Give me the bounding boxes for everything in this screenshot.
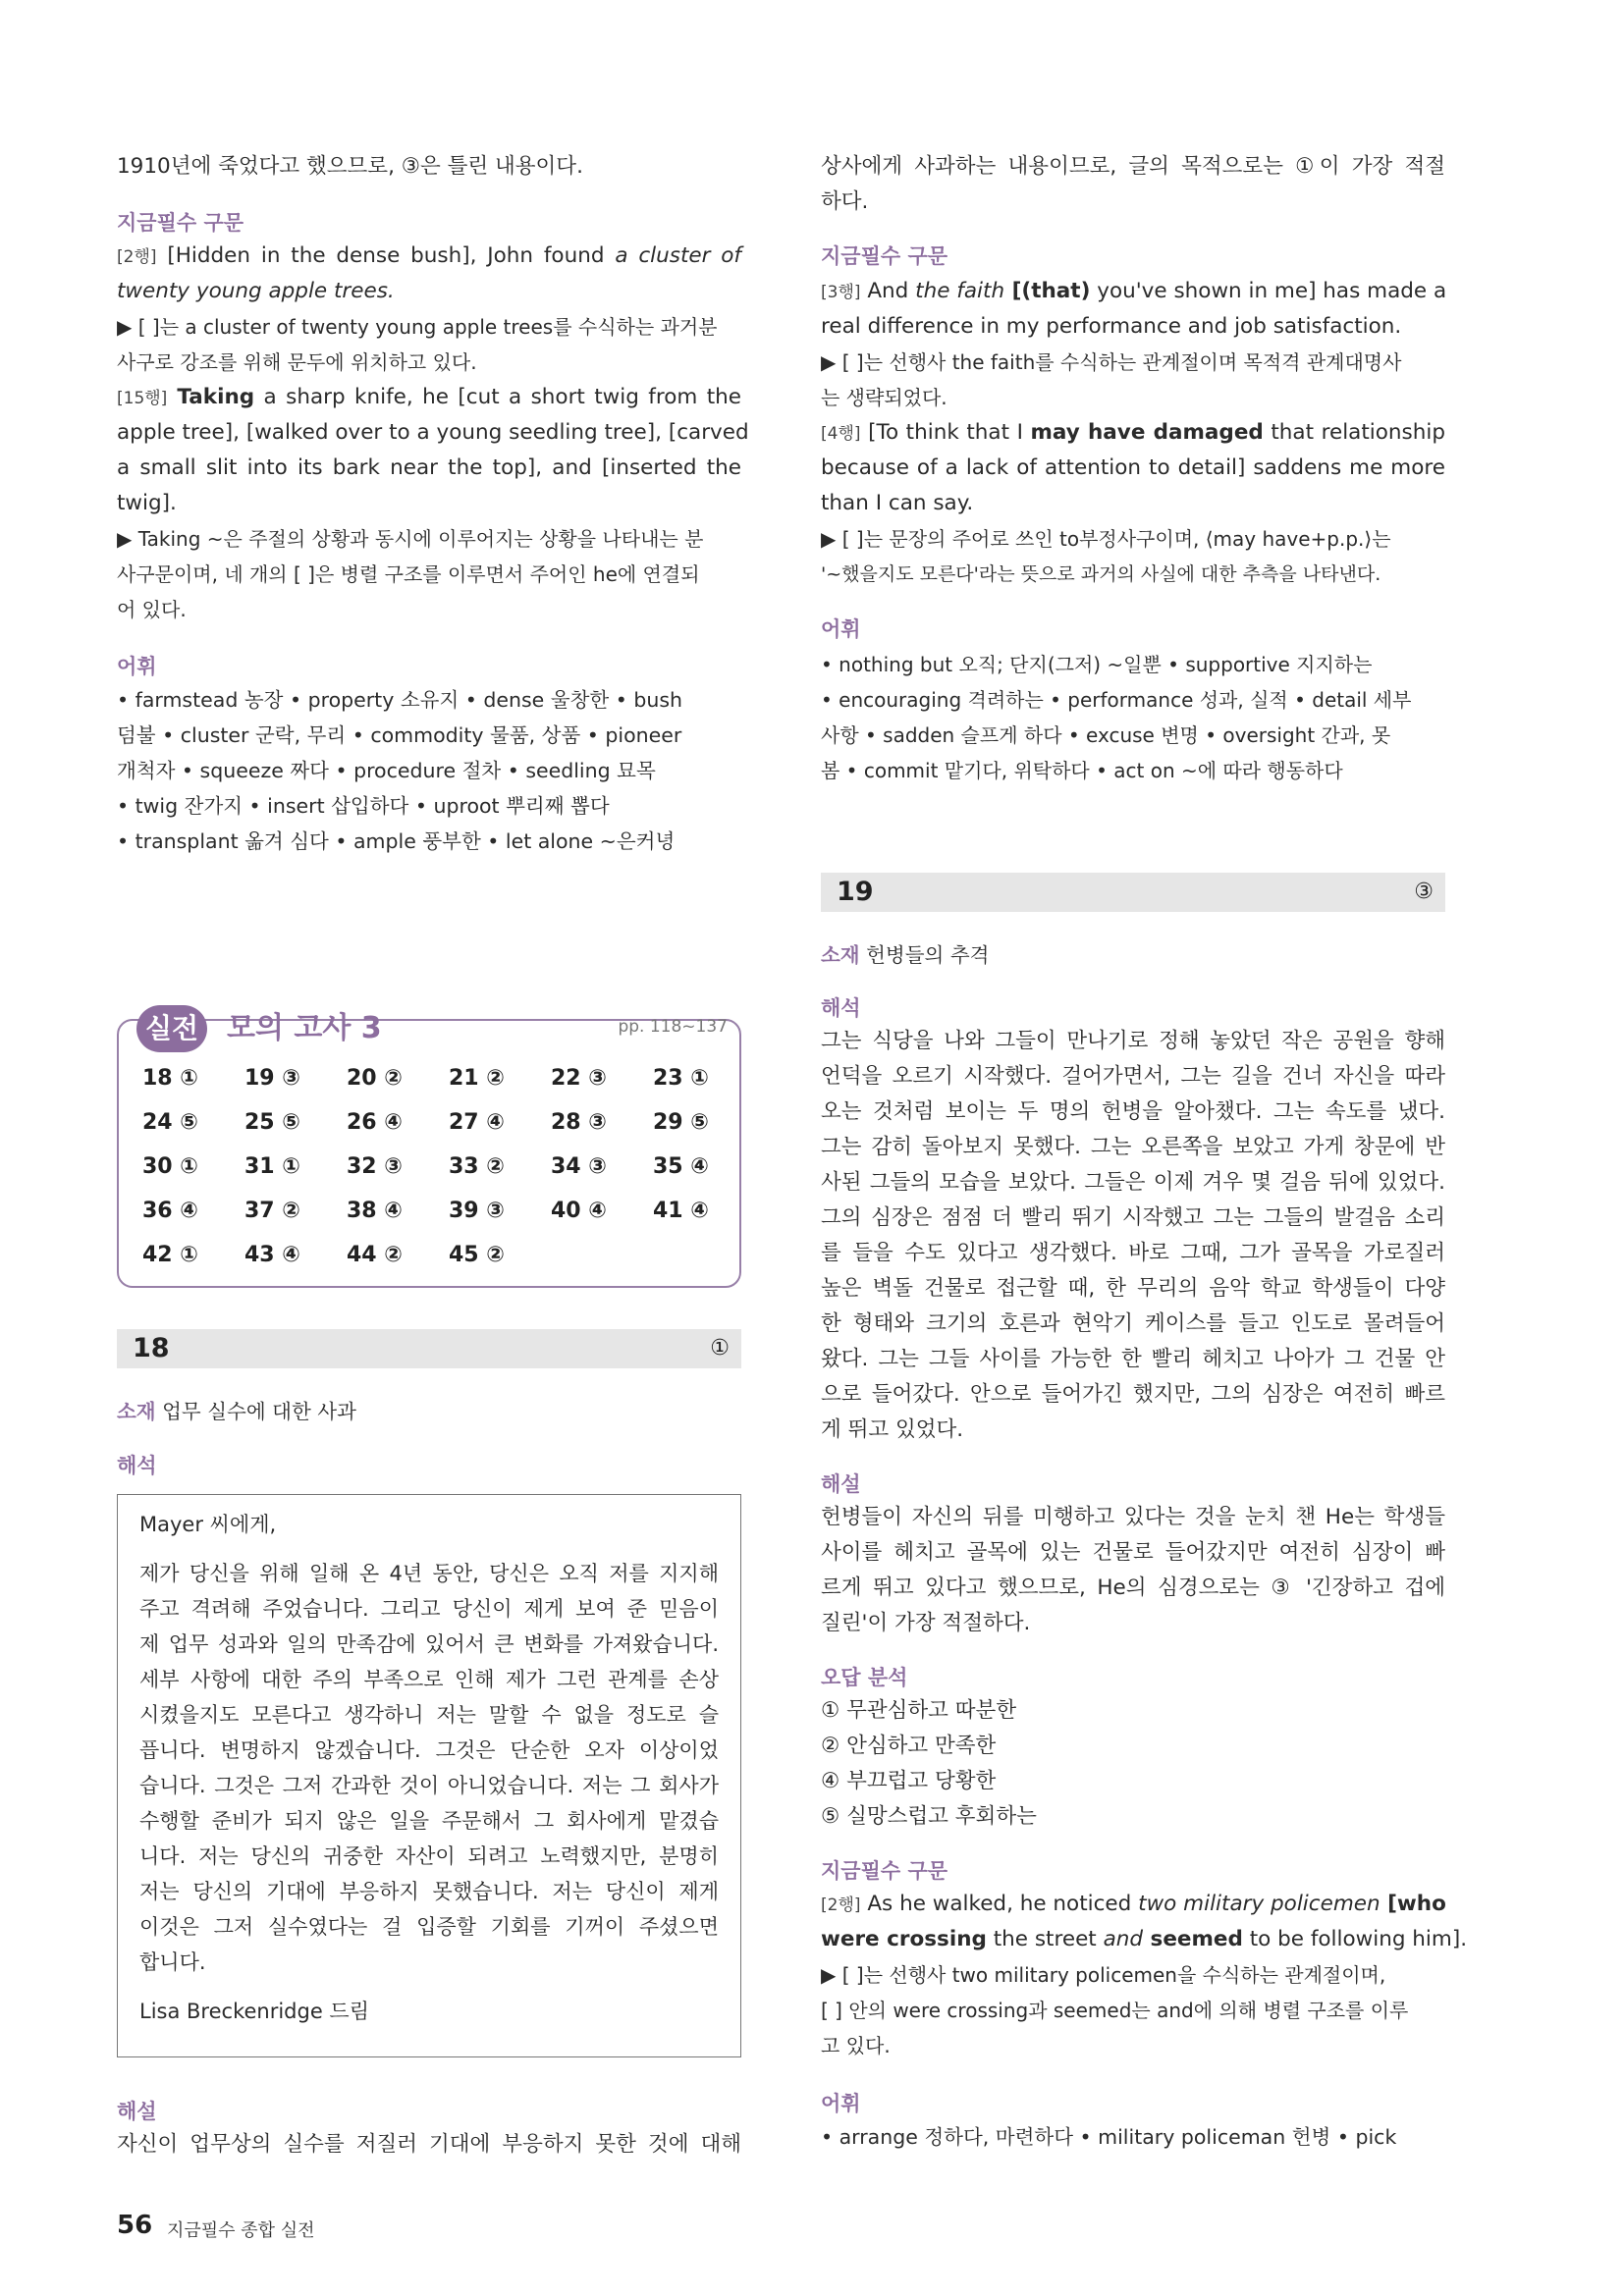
page-range: pp. 118~137: [618, 1017, 728, 1037]
answer-cell: 29 ⑤: [653, 1110, 709, 1135]
letter-line: 주고 격려해 주었습니다. 그리고 당신이 제게 보여 준 믿음이: [139, 1597, 719, 1621]
wrong-answer-item: ④ 부끄럽고 당황한: [821, 1769, 997, 1793]
answer-cell: 23 ①: [653, 1066, 709, 1091]
grammar-note: ▶ Taking ~은 주절의 상황과 동시에 이루어지는 상황을 나타내는 분: [117, 527, 704, 551]
answer-cell: 38 ④: [347, 1199, 403, 1223]
badge-practice: 실전: [136, 1005, 207, 1052]
question-18-bar: [117, 1329, 741, 1368]
vocab-heading: 어휘: [117, 655, 157, 678]
vocab-line: • transplant 옮겨 심다 • ample 풍부한 • let alone ~은커녕: [117, 829, 676, 853]
explanation-line: 상사에게 사과하는 내용이므로, 글의 목적으로는 ①이 가장 적절: [821, 154, 1445, 179]
topic-line: 소재 업무 실수에 대한 사과: [117, 1400, 356, 1423]
intro-line: 1910년에 죽었다고 했으므로, ③은 틀린 내용이다.: [117, 154, 583, 179]
letter-line: 제 업무 성과와 일의 만족감에 있어서 큰 변화를 가져왔습니다.: [139, 1632, 719, 1656]
answer-cell: 33 ②: [449, 1154, 505, 1179]
grammar-line: [4행] [To think that I may have damaged that relationship: [821, 420, 1445, 445]
answer-cell: 20 ②: [347, 1066, 403, 1091]
letter-line: 합니다.: [139, 1950, 206, 1974]
explanation-line: 자신이 업무상의 실수를 저질러 기대에 부응하지 못한 것에 대해: [117, 2132, 741, 2157]
answer-cell: 25 ⑤: [244, 1110, 300, 1135]
answer-cell: 21 ②: [449, 1066, 505, 1091]
letter-line: 니다. 저는 당신의 귀중한 자산이 되려고 노력했지만, 분명히: [139, 1844, 719, 1868]
vocab-line: 봄 • commit 맡기다, 위탁하다 • act on ~에 따라 행동하다: [821, 759, 1343, 782]
letter-line: 제가 당신을 위해 일해 온 4년 동안, 당신은 오직 저를 지지해: [139, 1562, 719, 1585]
letter-line: 세부 사항에 대한 주의 부족으로 인해 제가 그런 관계를 손상: [139, 1668, 719, 1691]
grammar-note: 사구로 강조를 위해 문두에 위치하고 있다.: [117, 350, 477, 374]
letter-line: 저는 당신의 기대에 부응하지 못했습니다. 저는 당신이 제게: [139, 1880, 719, 1903]
answer-cell: 28 ③: [551, 1110, 607, 1135]
vocab-line: 사항 • sadden 슬프게 하다 • excuse 변명 • oversight 간과, 못: [821, 723, 1391, 747]
translation-line: 그는 감히 돌아보지 못했다. 그는 오른쪽을 보았고 가게 창문에 반: [821, 1135, 1445, 1159]
question-19-bar: [821, 873, 1445, 912]
grammar-line: [15행] Taking a sharp knife, he [cut a short twig from the: [117, 385, 741, 409]
translation-line: 게 뛰고 있었다.: [821, 1417, 964, 1442]
grammar-line: were crossing the street and seemed to be following him].: [821, 1927, 1468, 1951]
vocab-line: 덤불 • cluster 군락, 무리 • commodity 물품, 상품 • pioneer: [117, 723, 682, 747]
vocab-line: 개척자 • squeeze 짜다 • procedure 절차 • seedling 묘목: [117, 759, 656, 782]
wrong-answer-item: ⑤ 실망스럽고 후회하는: [821, 1804, 1037, 1829]
answer-cell: 27 ④: [449, 1110, 505, 1135]
answer-cell: 18 ①: [142, 1066, 198, 1091]
grammar-note: ▶ [ ]는 선행사 the faith를 수식하는 관계절이며 목적격 관계대명사: [821, 350, 1402, 374]
question-number: 18: [133, 1333, 170, 1363]
letter-line: 픕니다. 변명하지 않겠습니다. 그것은 단순한 오자 이상이었: [139, 1738, 719, 1762]
answer-cell: 24 ⑤: [142, 1110, 198, 1135]
question-answer: ①: [710, 1336, 730, 1361]
answer-cell: 42 ①: [142, 1243, 198, 1267]
explanation-heading: 해설: [821, 1472, 861, 1496]
answer-cell: 40 ④: [551, 1199, 607, 1223]
answer-cell: 19 ③: [244, 1066, 300, 1091]
letter-box: [117, 1494, 741, 2057]
grammar-line: [3행] And the faith [(that) you've shown in me] has made a: [821, 279, 1447, 303]
grammar-line: twig].: [117, 491, 177, 515]
explanation-line: 하다.: [821, 189, 869, 214]
translation-line: 왔다. 그는 그들 사이를 가능한 한 빨리 헤치고 나아가 그 건물 안: [821, 1347, 1445, 1371]
letter-line: 수행할 준비가 되지 않은 일을 주문해서 그 회사에게 맡겼습: [139, 1809, 719, 1833]
grammar-line: twenty young apple trees.: [117, 279, 395, 303]
grammar-line: [2행] [Hidden in the dense bush], John found a cluster of: [117, 243, 741, 268]
grammar-line: than I can say.: [821, 491, 974, 515]
explanation-heading: 해설: [117, 2100, 157, 2123]
translation-line: 한 형태와 크기의 호른과 현악기 케이스를 들고 인도로 몰려들어: [821, 1311, 1445, 1336]
answer-cell: 30 ①: [142, 1154, 198, 1179]
grammar-heading: 지금필수 구문: [117, 211, 244, 235]
answer-box-frame: [117, 1019, 741, 1288]
translation-heading: 해석: [117, 1454, 157, 1477]
vocab-heading: 어휘: [821, 2092, 861, 2115]
topic-line: 소재 헌병들의 추격: [821, 943, 990, 967]
mock-exam-answer-box: [117, 1005, 741, 1288]
answer-cell: 41 ④: [653, 1199, 709, 1223]
translation-line: 를 들을 수도 있다고 생각했다. 바로 그때, 그가 골목을 가로질러: [821, 1241, 1445, 1265]
explanation-line: 질린'이 가장 적절하다.: [821, 1611, 1031, 1635]
answer-cell: 37 ②: [244, 1199, 300, 1223]
letter-signature: Lisa Breckenridge 드림: [139, 2000, 370, 2023]
wrong-answer-item: ② 안심하고 만족한: [821, 1734, 997, 1758]
grammar-line: a small slit into its bark near the top], and [inserted the: [117, 455, 741, 480]
answer-cell: 36 ④: [142, 1199, 198, 1223]
page-number: 56: [117, 2211, 153, 2240]
grammar-line: because of a lack of attention to detail] saddens me more: [821, 455, 1445, 480]
vocab-line: • farmstead 농장 • property 소유지 • dense 울창한 • bush: [117, 688, 683, 712]
translation-line: 그의 심장은 점점 더 빨리 뛰기 시작했고 그는 그들의 발걸음 소리: [821, 1205, 1445, 1230]
grammar-heading: 지금필수 구문: [821, 244, 948, 268]
grammar-note: 는 생략되었다.: [821, 386, 947, 409]
letter-greeting: Mayer 씨에게,: [139, 1513, 277, 1536]
grammar-note: '~했을지도 모른다'라는 뜻으로 과거의 사실에 대한 추측을 나타낸다.: [821, 563, 1381, 585]
explanation-line: 헌병들이 자신의 뒤를 미행하고 있다는 것을 눈치 챈 He는 학생들: [821, 1505, 1445, 1529]
mock-exam-title: 모의 고사 3: [227, 1011, 382, 1045]
answer-cell: 39 ③: [449, 1199, 505, 1223]
grammar-note: 어 있다.: [117, 598, 187, 621]
translation-line: 그는 식당을 나와 그들이 만나기로 정해 놓았던 작은 공원을 향해: [821, 1029, 1445, 1053]
answer-cell: 44 ②: [347, 1243, 403, 1267]
translation-line: 높은 벽돌 건물로 접근할 때, 한 무리의 음악 학교 학생들이 다양: [821, 1276, 1445, 1301]
vocab-heading: 어휘: [821, 617, 861, 641]
explanation-line: 르게 뛰고 있다고 했으므로, He의 심경으로는 ③ '긴장하고 겁에: [821, 1575, 1445, 1600]
question-answer: ③: [1414, 880, 1434, 904]
grammar-heading: 지금필수 구문: [821, 1859, 948, 1883]
answer-cell: 22 ③: [551, 1066, 607, 1091]
answer-cell: 45 ②: [449, 1243, 505, 1267]
vocab-line: • encouraging 격려하는 • performance 성과, 실적 • detail 세부: [821, 688, 1412, 712]
grammar-note: ▶ [ ]는 문장의 주어로 쓰인 to부정사구이며, ⟨may have+p.p.⟩는: [821, 527, 1391, 551]
letter-line: 시켰을지도 모른다고 생각하니 저는 말할 수 없을 정도로 슬: [139, 1703, 719, 1727]
translation-line: 사된 그들의 모습을 보았다. 그들은 이제 겨우 몇 걸음 뒤에 있었다.: [821, 1170, 1445, 1195]
answer-cell: 31 ①: [244, 1154, 300, 1179]
answer-cell: 34 ③: [551, 1154, 607, 1179]
translation-line: 오는 것처럼 보이는 두 명의 헌병을 알아챘다. 그는 속도를 냈다.: [821, 1099, 1445, 1124]
grammar-note: 고 있다.: [821, 2034, 891, 2057]
book-title: 지금필수 종합 실전: [167, 2220, 315, 2241]
letter-line: 이것은 그저 실수였다는 걸 입증할 기회를 기꺼이 주셨으면: [139, 1915, 719, 1939]
grammar-line: [2행] As he walked, he noticed two military policemen [who: [821, 1892, 1446, 1916]
grammar-note: ▶ [ ]는 선행사 two military policemen을 수식하는 관계절이며,: [821, 1963, 1386, 1987]
vocab-line: • twig 잔가지 • insert 삽입하다 • uproot 뿌리째 뽑다: [117, 794, 610, 818]
grammar-note: 사구문이며, 네 개의 [ ]은 병렬 구조를 이루면서 주어인 he에 연결되: [117, 562, 700, 586]
letter-line: 습니다. 그것은 그저 간과한 것이 아니었습니다. 저는 그 회사가: [139, 1774, 719, 1797]
vocab-line: • nothing but 오직; 단지(그저) ~일뿐 • supportive 지지하는: [821, 653, 1373, 676]
grammar-note: ▶ [ ]는 a cluster of twenty young apple trees를 수식하는 과거분: [117, 315, 718, 339]
answer-cell: 43 ④: [244, 1243, 300, 1267]
grammar-line: real difference in my performance and job satisfaction.: [821, 314, 1402, 339]
answer-cell: 32 ③: [347, 1154, 403, 1179]
translation-line: 언덕을 오르기 시작했다. 걸어가면서, 그는 길을 건너 자신을 따라: [821, 1064, 1445, 1089]
grammar-note: [ ] 안의 were crossing과 seemed는 and에 의해 병렬 구조를 이루: [821, 1999, 1409, 2022]
grammar-line: apple tree], [walked over to a young seedling tree], [carved: [117, 420, 749, 445]
question-number: 19: [837, 877, 874, 907]
wrong-answer-heading: 오답 분석: [821, 1666, 908, 1689]
answer-cell: 35 ④: [653, 1154, 709, 1179]
translation-line: 으로 들어갔다. 안으로 들어가긴 했지만, 그의 심장은 여전히 빠르: [821, 1382, 1445, 1407]
wrong-answer-item: ① 무관심하고 따분한: [821, 1698, 1017, 1723]
answer-cell: 26 ④: [347, 1110, 403, 1135]
explanation-line: 사이를 헤치고 골목에 있는 건물로 들어갔지만 여전히 심장이 빠: [821, 1540, 1445, 1565]
vocab-line: • arrange 정하다, 마련하다 • military policeman 헌병 • pick: [821, 2125, 1397, 2149]
translation-heading: 해석: [821, 996, 861, 1020]
